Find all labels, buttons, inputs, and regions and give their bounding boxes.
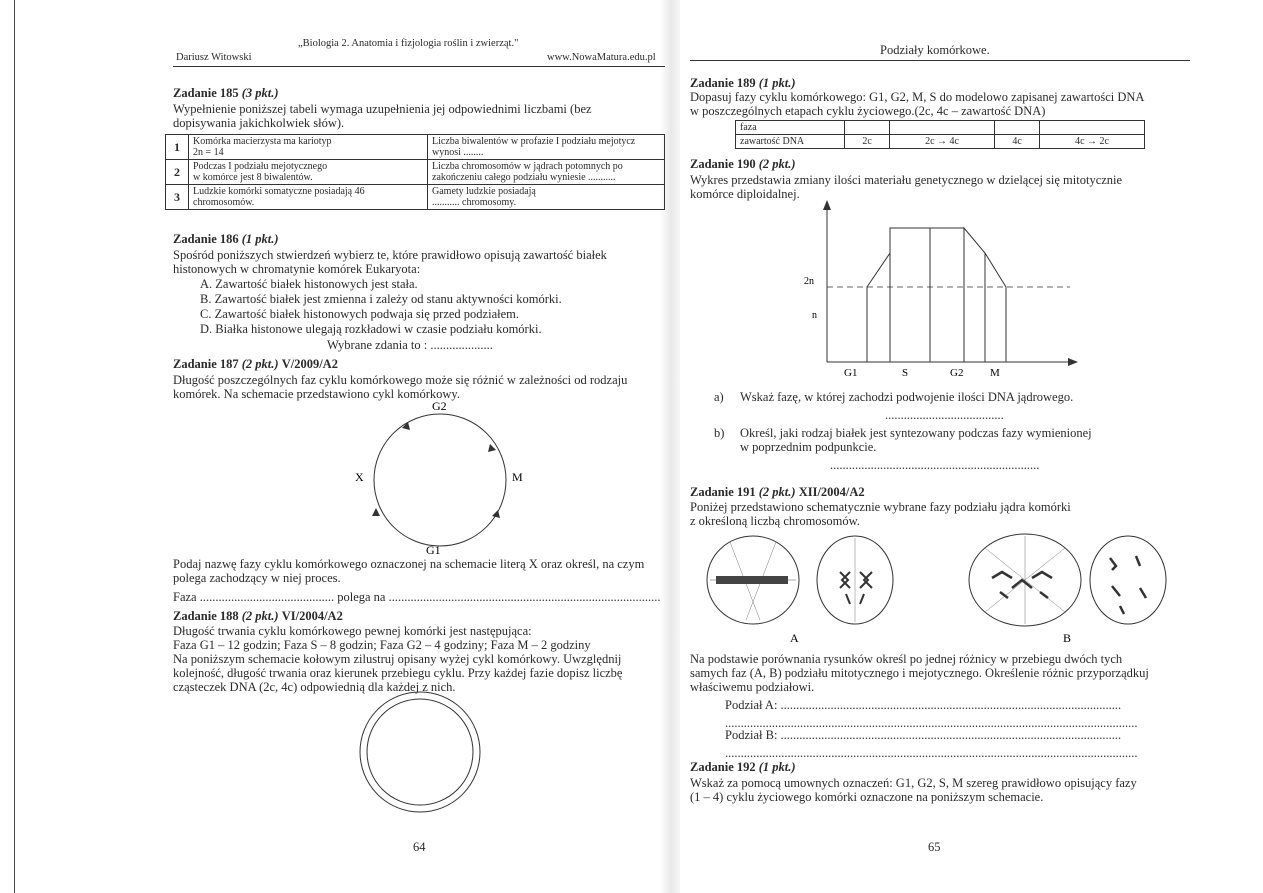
task-188-points: (2 pkt.)	[241, 609, 279, 623]
x-label-g2: G2	[950, 367, 964, 378]
table-cell[interactable]	[1040, 121, 1145, 135]
task-190-title: Zadanie 190	[690, 157, 756, 171]
task-191-text-3: Na podstawie porównania rysunków określ po jednej różnicy w przebiegu dwóch tych	[690, 652, 1123, 666]
arrow-icon	[372, 508, 380, 516]
table-cell: Podczas I podziału mejotycznego w komórce jest 8 biwalentów.	[189, 160, 428, 185]
task-187-answer-line: Faza ........................................... polega na .......................................................................................	[173, 590, 661, 604]
task-189-text-1: Dopasuj fazy cyklu komórkowego: G1, G2, M, S do modelowo zapisanej zawartości DNA	[690, 90, 1145, 104]
table-cell: Ludzkie komórki somatyczne posiadają 46 chromosomów.	[189, 185, 428, 210]
inner-circle	[367, 699, 473, 805]
answer-line-b: Podział B: .............................................................................................................	[725, 728, 1122, 742]
task-192-title: Zadanie 192	[690, 760, 756, 774]
question-b-answer-line: ...................................................................	[830, 458, 1040, 472]
cell-cycle-diagram	[340, 398, 540, 558]
question-a-letter: a)	[714, 390, 724, 404]
task-188-source: VI/2004/A2	[281, 609, 343, 623]
task-187-title: Zadanie 187	[173, 357, 239, 371]
question-b-text-1: Określ, jaki rodzaj białek jest syntezowany podczas fazy wymienionej	[740, 426, 1092, 440]
task-190-text-2: komórce diploidalnej.	[690, 187, 800, 201]
task-189-heading	[690, 76, 796, 90]
task-188-text-4: kolejność, długość trwania oraz kierunek przebiegu cyklu. Przy każdej fazie dopisz liczbę	[173, 666, 623, 680]
task-192-points: (1 pkt.)	[758, 760, 796, 774]
task-185-table	[165, 134, 665, 210]
task-191-title: Zadanie 191	[690, 485, 756, 499]
table-cell: Liczba chromosomów w jądrach potomnych po zakończeniu całego podziału wyniesie ...........	[428, 160, 665, 185]
task-186-title: Zadanie 186	[173, 232, 239, 246]
outer-circle	[360, 692, 480, 812]
table-row	[166, 160, 665, 185]
header-author: Dariusz Witowski	[176, 52, 252, 63]
page-number-right: 65	[928, 840, 941, 854]
task-185-text-1: Wypełnienie poniższej tabeli wymaga uzupełnienia jej odpowiednimi liczbami (bez	[173, 102, 592, 116]
table-cell: Gamety ludzkie posiadają ........... chromosomy.	[428, 185, 665, 210]
task-192-heading	[690, 760, 796, 774]
table-row	[736, 135, 1145, 149]
task-188-heading	[173, 609, 343, 623]
task-185-title: Zadanie 185	[173, 86, 239, 100]
task-188-text-1: Długość trwania cyklu komórkowego pewnej komórki jest następująca:	[173, 624, 532, 638]
task-187-text-1: Długość poszczególnych faz cyklu komórkowego może się różnić w zależności od rodzaju	[173, 373, 628, 387]
label-b: B	[1063, 631, 1072, 645]
x-label-s: S	[902, 367, 909, 378]
question-b-letter: b)	[714, 426, 725, 440]
task-191-text-2: z określoną liczbą chromosomów.	[690, 514, 860, 528]
right-page	[680, 0, 1263, 893]
task-186-answer-line: Wybrane zdania to : ....................	[327, 338, 493, 352]
x-label-g1: G1	[844, 367, 858, 378]
question-a-answer-line: ......................................	[885, 408, 1004, 422]
task-185-points: (3 pkt.)	[241, 86, 279, 100]
table-cell: 4c → 2c	[1040, 135, 1145, 149]
table-cell: 4c	[994, 135, 1039, 149]
page-number-left: 64	[413, 840, 426, 854]
label-x: X	[355, 470, 364, 484]
answer-dots: ....................................................................................................................................	[725, 716, 1138, 730]
task-186-text-2: histonowych w chromatynie komórek Eukaryota:	[173, 262, 421, 276]
row-label: zawartość DNA	[736, 135, 845, 149]
chromosome-plate	[716, 576, 788, 584]
task-192-text-2: (1 – 4) cyklu życiowego komórki oznaczone na poniższym schemacie.	[690, 790, 1044, 804]
task-187-text-2: komórek. Na schemacie przedstawiono cykl komórkowy.	[173, 387, 460, 401]
option-d: D. Białka histonowe ulegają rozkładowi w czasie podziału komórki.	[200, 322, 542, 336]
answer-line-a: Podział A: .............................................................................................................	[725, 698, 1122, 712]
cycle-circle	[374, 414, 506, 546]
header-rule	[690, 60, 1190, 61]
task-187-source: V/2009/A2	[281, 357, 338, 371]
chromosomes	[992, 572, 1052, 598]
task-186-points: (1 pkt.)	[241, 232, 279, 246]
task-191-heading	[690, 485, 865, 499]
row-number: 1	[166, 135, 189, 160]
chromosomes	[840, 572, 872, 588]
task-191-source: XII/2004/A2	[798, 485, 865, 499]
label-g1: G1	[426, 543, 441, 557]
header-rule	[173, 66, 665, 67]
blank-circle-diagram	[340, 688, 500, 818]
arrow-icon	[492, 510, 500, 518]
task-185-text-2: dopisywania jakichkolwiek słów).	[173, 116, 345, 130]
task-191-text-5: właściwemu podziałowi.	[690, 680, 815, 694]
table-row	[736, 121, 1145, 135]
division-drawings	[700, 528, 1190, 646]
task-189-table	[735, 120, 1145, 149]
x-axis-arrow-icon	[1068, 358, 1078, 366]
task-191-points: (2 pkt.)	[758, 485, 796, 499]
drawing-a-cell-2	[817, 536, 893, 624]
option-b: B. Zawartość białek jest zmienna i zależy od stanu aktywności komórki.	[200, 292, 562, 306]
task-189-title: Zadanie 189	[690, 76, 756, 90]
task-191-text-4: samych faz (A, B) podziału mitotycznego i mejotycznego. Określenie różnic przyporządkuj	[690, 666, 1149, 680]
task-185-heading	[173, 86, 279, 100]
drawing-b-cell-1	[969, 534, 1081, 626]
row-number: 3	[166, 185, 189, 210]
chromosomes	[1110, 556, 1146, 614]
row-number: 2	[166, 160, 189, 185]
header-url: www.NowaMatura.edu.pl	[547, 52, 656, 63]
label-g2: G2	[432, 399, 447, 413]
label-a: A	[790, 631, 799, 645]
task-186-heading	[173, 232, 279, 246]
header-book-title: „Biologia 2. Anatomia i fizjologia roślin i zwierząt."	[298, 38, 519, 49]
task-192-text-1: Wskaż za pomocą umownych oznaczeń: G1, G2, S, M szereg prawidłowo opisujący fazy	[690, 776, 1137, 790]
task-187-question-1: Podaj nazwę fazy cyklu komórkowego oznaczonej na schemacie literą X oraz określ, na czym	[173, 557, 645, 571]
table-cell: 2c	[845, 135, 890, 149]
label-m: M	[512, 470, 523, 484]
task-191-text-1: Poniżej przedstawiono schematycznie wybrane fazy podziału jądra komórki	[690, 500, 1071, 514]
table-cell[interactable]	[845, 121, 890, 135]
arrow-icon	[488, 444, 496, 452]
y-axis-arrow-icon	[823, 200, 831, 210]
task-189-text-2: w poszczególnych etapach cyklu życiowego.(2c, 4c – zawartość DNA)	[690, 104, 1046, 118]
option-c: C. Zawartość białek histonowych podwaja się przed podziałem.	[200, 307, 520, 321]
task-188-title: Zadanie 188	[173, 609, 239, 623]
row-label: faza	[736, 121, 845, 135]
question-b-text-2: w poprzednim podpunkcie.	[740, 440, 877, 454]
answer-dots: ....................................................................................................................................	[725, 746, 1138, 760]
task-190-points: (2 pkt.)	[758, 157, 796, 171]
table-cell[interactable]	[994, 121, 1039, 135]
table-row	[166, 185, 665, 210]
table-row	[166, 135, 665, 160]
dna-amount-graph	[790, 198, 1090, 378]
y-label-2n: 2n	[804, 276, 814, 287]
task-186-text-1: Spośród poniższych stwierdzeń wybierz te, które prawidłowo opisują zawartość białek	[173, 248, 607, 262]
x-label-m: M	[990, 367, 1000, 378]
table-cell: Liczba biwalentów w profazie I podziału mejotycz wynosi ........	[428, 135, 665, 160]
task-188-text-3: Na poniższym schemacie kołowym zilustruj opisany wyżej cykl komórkowy. Uwzględnij	[173, 652, 622, 666]
table-cell: Komórka macierzysta ma kariotyp 2n = 14	[189, 135, 428, 160]
task-188-text-2: Faza G1 – 12 godzin; Faza S – 8 godzin; Faza G2 – 4 godziny; Faza M – 2 godziny	[173, 638, 591, 652]
task-187-heading	[173, 357, 338, 371]
table-cell[interactable]	[890, 121, 995, 135]
drawing-b-cell-2	[1090, 536, 1166, 624]
option-a: A. Zawartość białek histonowych jest stała.	[200, 277, 418, 291]
y-label-n: n	[812, 310, 817, 321]
task-187-points: (2 pkt.)	[241, 357, 279, 371]
drawing-a-cell-1	[707, 536, 799, 624]
task-189-points: (1 pkt.)	[758, 76, 796, 90]
task-190-heading	[690, 157, 796, 171]
task-187-question-2: polega zachodzący w niej proces.	[173, 571, 341, 585]
table-cell: 2c → 4c	[890, 135, 995, 149]
question-a-text: Wskaż fazę, w której zachodzi podwojenie ilości DNA jądrowego.	[740, 390, 1074, 404]
header-chapter-title: Podziały komórkowe.	[880, 43, 990, 57]
task-190-text-1: Wykres przedstawia zmiany ilości materiału genetycznego w dzielącej się mitotycznie	[690, 173, 1123, 187]
task-188-text-5: cząsteczek DNA (2c, 4c) odpowiednią dla każdej z nich.	[173, 680, 456, 694]
